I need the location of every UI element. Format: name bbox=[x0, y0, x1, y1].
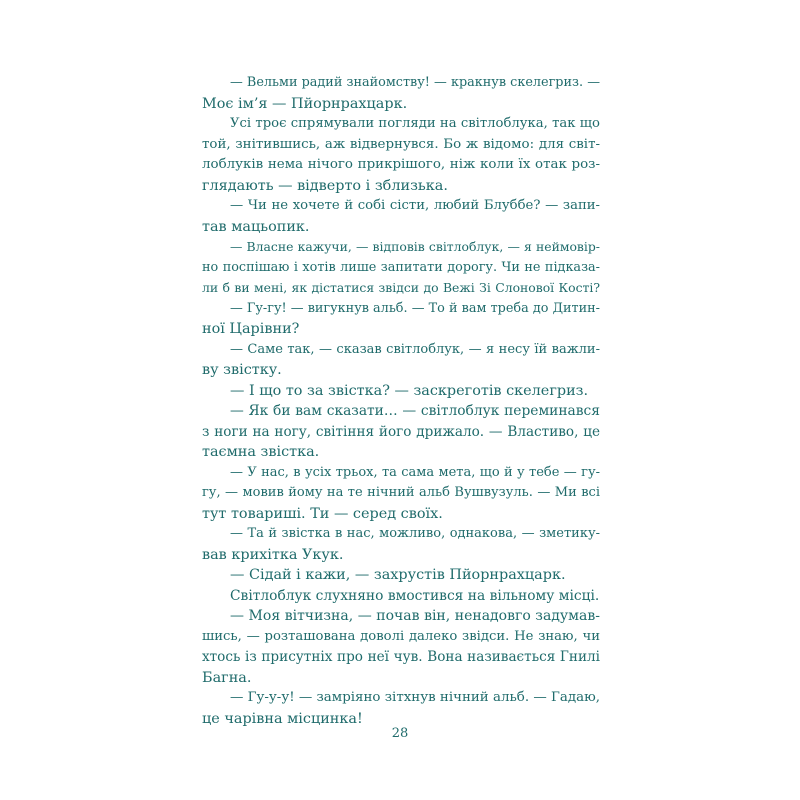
text-line: — У нас, в усіх трьох, та сама мета, що й у тебе — гу- bbox=[230, 464, 600, 480]
text-line: — Саме так, — сказав світлоблук, — я несу їй важли- bbox=[230, 341, 600, 357]
text-line: — Як би вам сказати… — світлоблук переминався bbox=[230, 403, 600, 419]
text-line: ву звістку. bbox=[202, 362, 282, 378]
text-line: ли б ви мені, як дістатися звідси до Вежі Зі Слонової Кості? bbox=[202, 280, 600, 295]
text-line: той, знітившись, аж відвернувся. Бо ж відомо: для світ- bbox=[202, 136, 600, 152]
page-number: 28 bbox=[391, 726, 409, 741]
text-line: тут товариші. Ти — серед своїх. bbox=[202, 505, 443, 522]
text-line: вав крихітка Укук. bbox=[202, 546, 344, 563]
text-line: — Та й звістка в нас, можливо, однакова, — зметику- bbox=[230, 526, 600, 541]
text-line: з ноги на ногу, світіння його дрижало. — Властиво, це bbox=[202, 423, 600, 440]
text-line: тав мацьопик. bbox=[202, 218, 310, 235]
text-line: гу, — мовив йому на те нічний альб Вушвузуль. — Ми всі bbox=[202, 485, 600, 500]
text-line: Усі троє спрямували погляди на світлоблука, так що bbox=[230, 116, 600, 131]
text-line: хтось із присутніх про неї чув. Вона називається Гнилі bbox=[202, 649, 600, 665]
text-line: Моє ім’я — Пйорнрахцарк. bbox=[202, 95, 408, 112]
text-line: — Гу-у-у! — замріяно зітхнув нічний альб. — Гадаю, bbox=[230, 690, 600, 705]
body-text bbox=[202, 73, 600, 729]
text-line: ної Царівни? bbox=[202, 321, 300, 337]
text-line: — Власне кажучи, — відповів світлоблук, — я неймовір- bbox=[230, 239, 600, 254]
text-line: Багна. bbox=[202, 669, 252, 686]
text-line: но поспішаю і хотів лише запитати дорогу. Чи не підказа- bbox=[202, 259, 600, 275]
text-line: — Вельми радий знайомству! — кракнув скелегриз. — bbox=[230, 75, 600, 90]
text-line: — І що то за звістка? — заскреготів скелегриз. bbox=[230, 382, 589, 399]
text-line: глядають — відверто і зблизька. bbox=[202, 177, 448, 194]
text-line: лоблуків нема нічого прикрішого, ніж коли їх отак роз- bbox=[202, 157, 600, 172]
text-line: Світлоблук слухняно вмостився на вільному місці. bbox=[230, 587, 600, 604]
text-line: шись, — розташована доволі далеко звідси. Не знаю, чи bbox=[202, 628, 600, 644]
text-line: таємна звістка. bbox=[202, 444, 320, 460]
text-line: це чарівна місцинка! bbox=[202, 710, 363, 727]
text-line: — Чи не хочете й собі сісти, любий Блуббе? — запи- bbox=[230, 198, 600, 213]
text-line: — Сідай і кажи, — захрустів Пйорнрахцарк. bbox=[230, 567, 566, 583]
text-line: — Моя вітчизна, — почав він, ненадовго задумав- bbox=[230, 608, 600, 624]
text-line: — Гу-гу! — вигукнув альб. — То й вам треба до Дитин- bbox=[230, 300, 600, 316]
